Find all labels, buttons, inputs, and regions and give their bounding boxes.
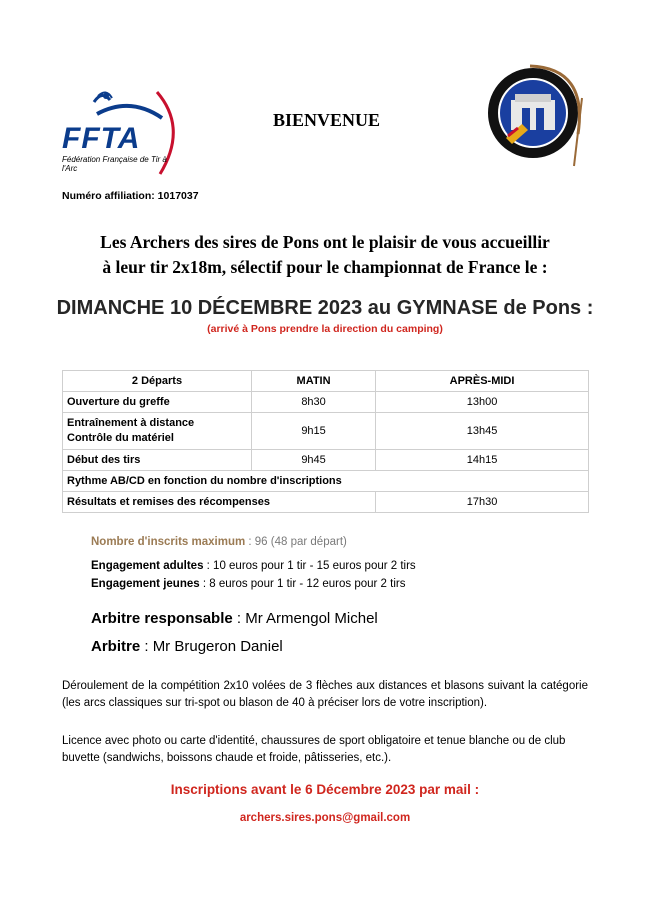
contact-email[interactable]: archers.sires.pons@gmail.com xyxy=(239,812,411,824)
row-apres-midi: 13h00 xyxy=(376,392,589,413)
fee-adults-value: : 10 euros pour 1 tir - 15 euros pour 2 tirs xyxy=(203,560,416,572)
row-apres-midi: 14h15 xyxy=(376,450,589,471)
schedule-table xyxy=(62,370,589,513)
head-referee-label: Arbitre responsable xyxy=(91,610,233,627)
max-entrants-value: : 96 (48 par départ) xyxy=(245,536,347,548)
row-label xyxy=(63,413,252,450)
row-label: Résultats et remises des récompenses xyxy=(63,492,376,513)
direction-note: (arrivé à Pons prendre la direction du camping) xyxy=(207,323,443,335)
head-referee xyxy=(91,610,378,627)
fee-youth-label: Engagement jeunes xyxy=(91,578,200,590)
ffta-subtitle: Fédération Française de Tir à l'Arc xyxy=(62,155,167,173)
referee-label: Arbitre xyxy=(91,638,141,655)
table-row xyxy=(63,413,589,450)
fee-adults xyxy=(91,560,416,572)
intro-text xyxy=(40,230,610,280)
max-entrants xyxy=(91,536,347,548)
affiliation-number: Numéro affiliation: 1017037 xyxy=(62,190,199,202)
row-matin: 8h30 xyxy=(252,392,376,413)
intro-line-1: Les Archers des sires de Pons ont le plaisir de vous accueillir xyxy=(100,232,550,252)
ffta-wordmark: FFTA xyxy=(62,122,141,155)
row-label-line-1: Entraînement à distance xyxy=(67,417,195,429)
table-row xyxy=(63,392,589,413)
competition-details: Déroulement de la compétition 2x10 volées de 3 flèches aux distances et blasons suivant la catégorie (les arcs classiques sur tri-spot ou blason de 40 à préciser lors de votre inscription). xyxy=(62,680,588,709)
row-matin: 9h15 xyxy=(252,413,376,450)
max-entrants-label: Nombre d'inscrits maximum xyxy=(91,536,246,548)
referee-value: : Mr Brugeron Daniel xyxy=(140,638,283,655)
fee-youth-value: : 8 euros pour 1 tir - 12 euros pour 2 tirs xyxy=(199,578,406,590)
col-header-apres-midi: APRÈS-MIDI xyxy=(376,371,589,392)
row-apres-midi: 17h30 xyxy=(376,492,589,513)
row-matin: 9h45 xyxy=(252,450,376,471)
col-header-matin: MATIN xyxy=(252,371,376,392)
table-header-row xyxy=(63,371,589,392)
referee xyxy=(91,638,283,655)
head-referee-value: : Mr Armengol Michel xyxy=(232,610,378,627)
table-row xyxy=(63,450,589,471)
fee-adults-label: Engagement adultes xyxy=(91,560,204,572)
fee-youth xyxy=(91,578,405,590)
row-label: Rythme AB/CD en fonction du nombre d'inscriptions xyxy=(63,471,589,492)
event-date: DIMANCHE 10 DÉCEMBRE 2023 au GYMNASE de Pons : xyxy=(56,297,594,319)
table-row xyxy=(63,492,589,513)
row-apres-midi: 13h45 xyxy=(376,413,589,450)
registration-deadline: Inscriptions avant le 6 Décembre 2023 par mail : xyxy=(170,782,480,797)
row-label: Ouverture du greffe xyxy=(63,392,252,413)
col-header-departs: 2 Départs xyxy=(63,371,252,392)
club-logo xyxy=(478,58,588,168)
row-label-line-2: Contrôle du matériel xyxy=(67,432,174,444)
table-row xyxy=(63,471,589,492)
equipment-details: Licence avec photo ou carte d'identité, chaussures de sport obligatoire et tenue blanche ou de club buvette (sandwichs, boissons chaude et froide, pâtisseries, etc.). xyxy=(62,735,566,764)
row-label: Début des tirs xyxy=(63,450,252,471)
welcome-heading: BIENVENUE xyxy=(273,110,381,130)
intro-line-2: à leur tir 2x18m, sélectif pour le championnat de France le : xyxy=(102,257,548,277)
